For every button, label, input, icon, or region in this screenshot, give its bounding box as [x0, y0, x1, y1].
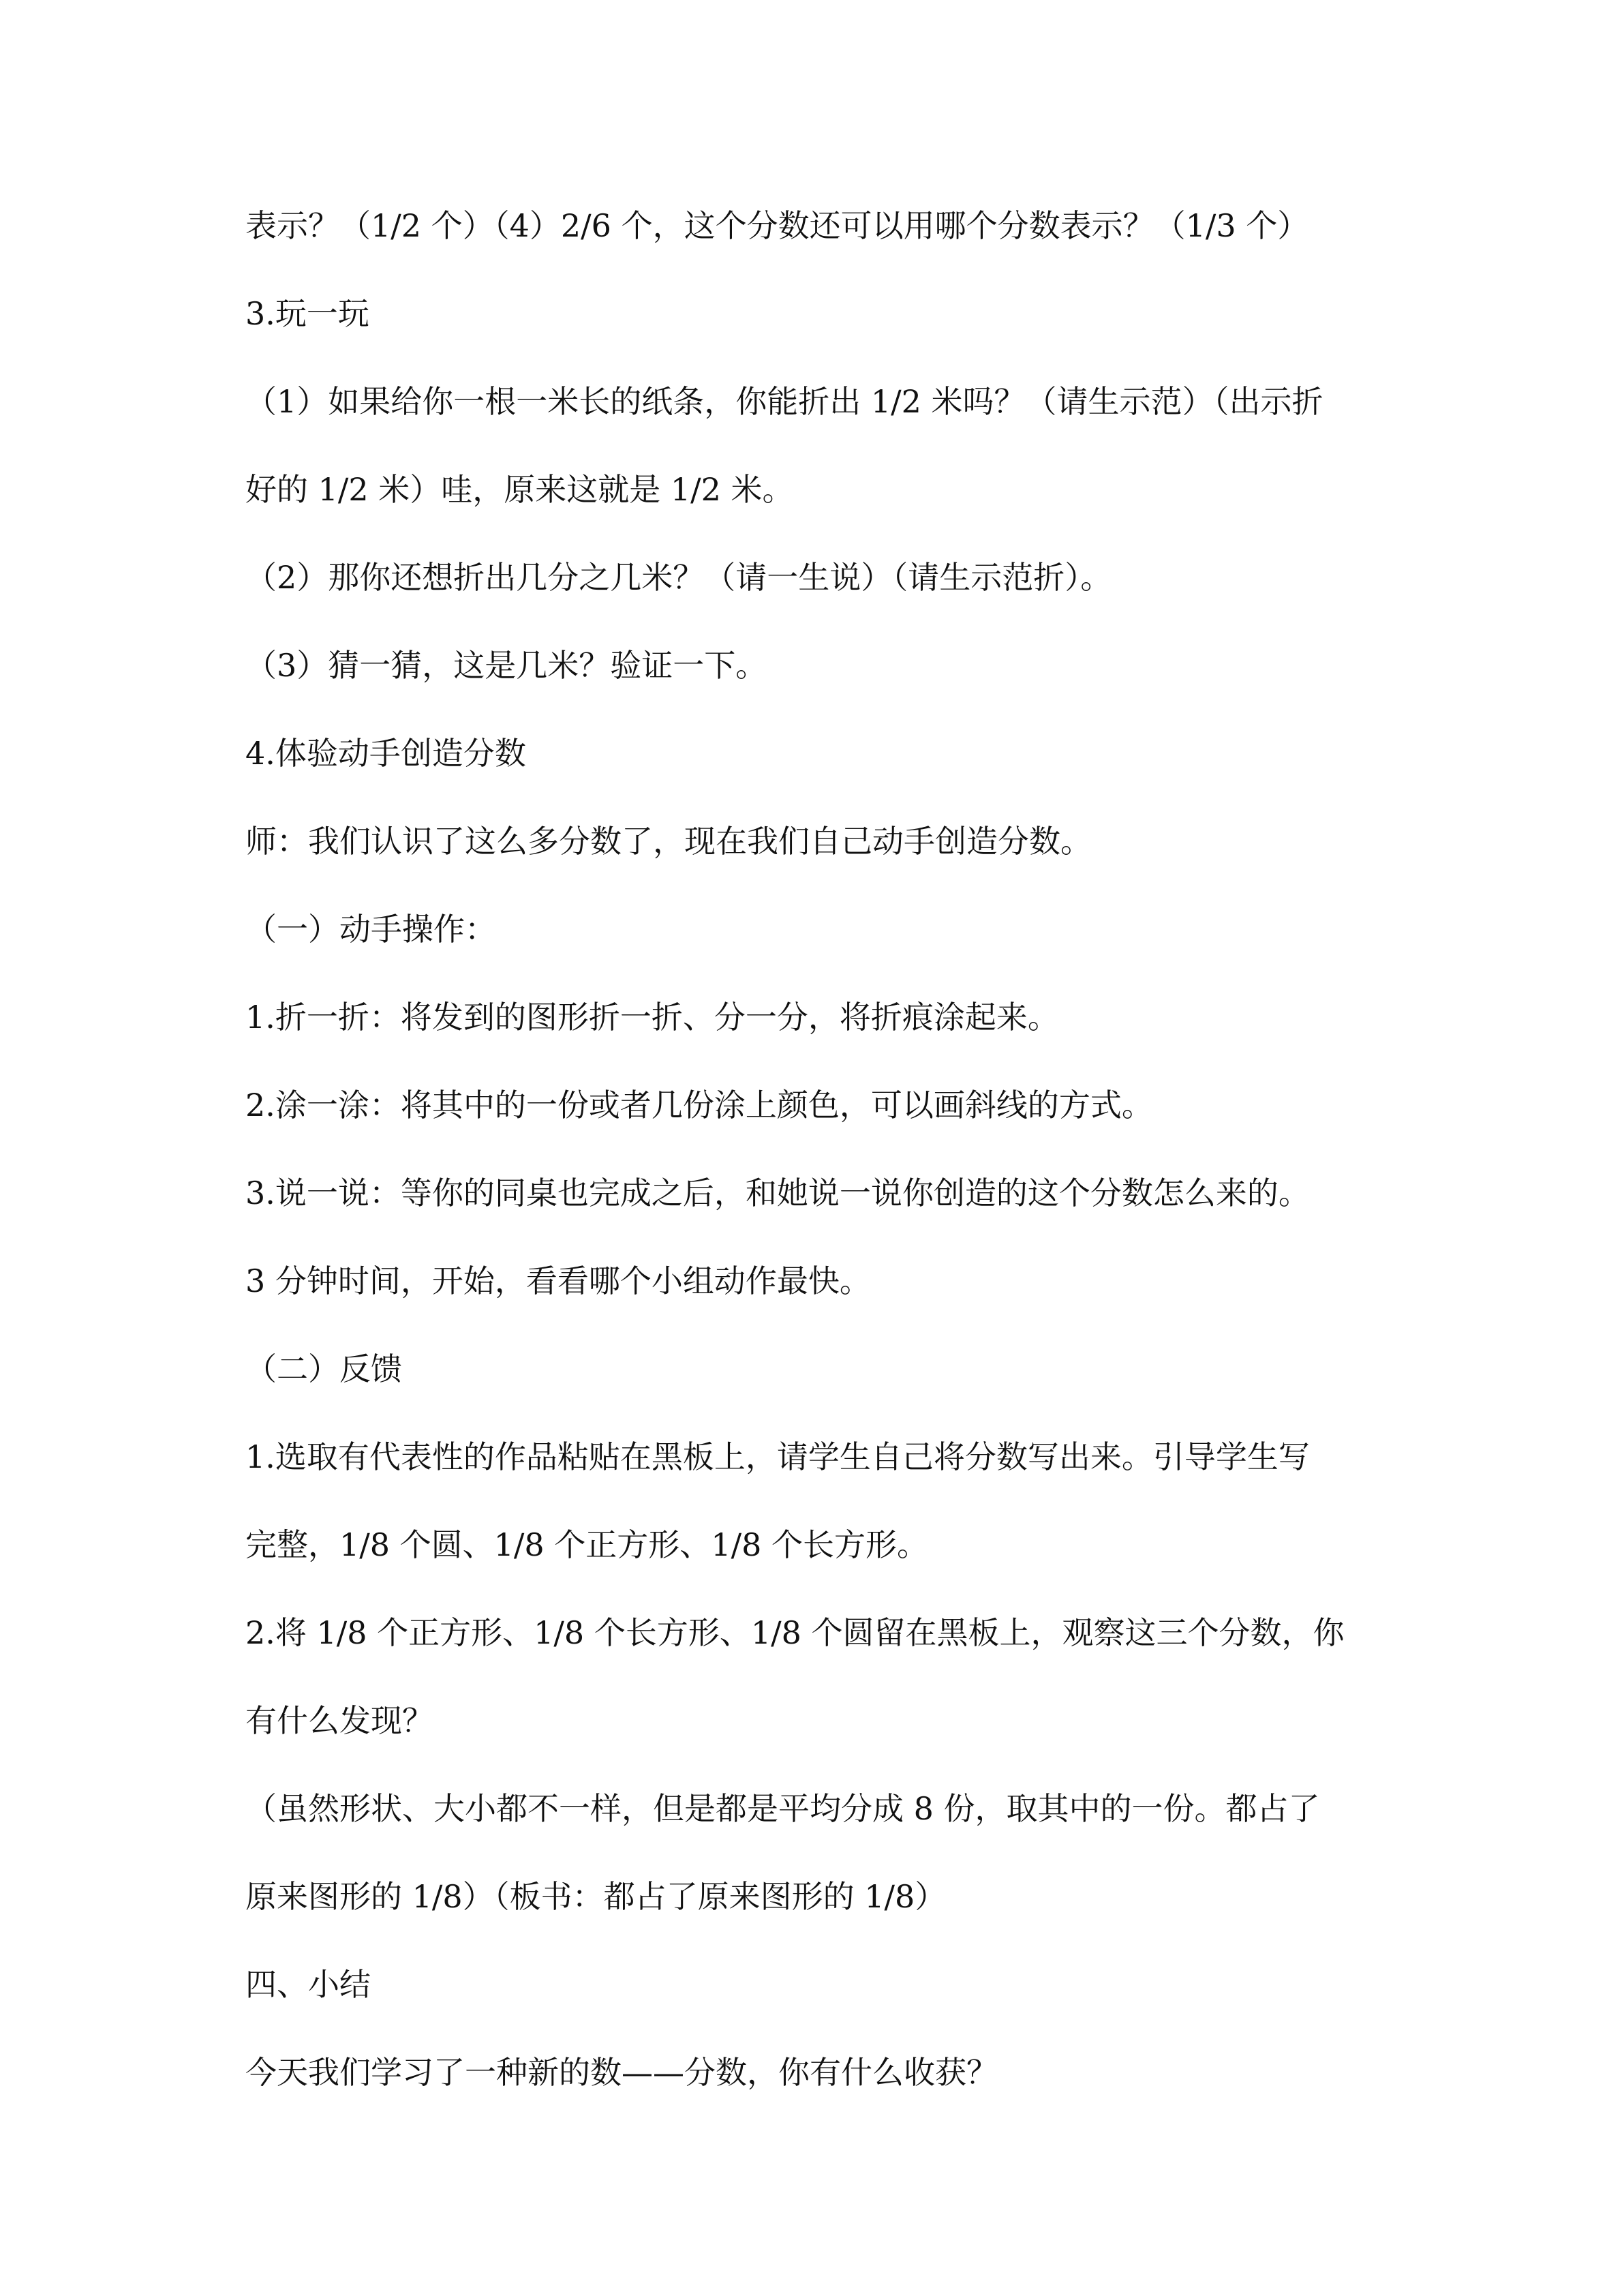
text-line: 原来图形的 1/8）（板书：都占了原来图形的 1/8）: [245, 1878, 947, 1915]
text-line: 好的 1/2 米）哇，原来这就是 1/2 米。: [245, 471, 794, 508]
text-line: 3 分钟时间，开始，看看哪个小组动作最快。: [245, 1263, 871, 1299]
document-body: [245, 207, 1390, 2145]
text-line: 3.说一说：等你的同桌也完成之后，和她说一说你创造的这个分数怎么来的。: [245, 1175, 1310, 1211]
subsection-heading: （一）动手操作：: [245, 911, 496, 948]
text-line: 今天我们学习了一种新的数——分数，你有什么收获？: [245, 2054, 998, 2091]
text-line: 2.将 1/8 个正方形、1/8 个长方形、1/8 个圆留在黑板上，观察这三个分数，你: [245, 1614, 1345, 1651]
text-line: 有什么发现？: [245, 1702, 433, 1739]
text-line: 完整，1/8 个圆、1/8 个正方形、1/8 个长方形。: [245, 1526, 928, 1563]
section-heading: 3.玩一玩: [245, 295, 369, 332]
subsection-heading: （二）反馈: [245, 1350, 402, 1387]
section-heading: 四、小结: [245, 1966, 371, 2003]
text-line: （1）如果给你一根一米长的纸条，你能折出 1/2 米吗？（请生示范）（出示折: [245, 383, 1323, 420]
text-line: 2.涂一涂：将其中的一份或者几份涂上颜色，可以画斜线的方式。: [245, 1087, 1153, 1123]
text-line: （2）那你还想折出几分之几米？（请一生说）（请生示范折）。: [245, 559, 1112, 596]
text-line: （虽然形状、大小都不一样，但是都是平均分成 8 份，取其中的一份。都占了: [245, 1790, 1320, 1827]
text-line: 1.折一折：将发到的图形折一折、分一分，将折痕涂起来。: [245, 999, 1059, 1036]
section-heading: 4.体验动手创造分数: [245, 735, 526, 772]
text-line: 师：我们认识了这么多分数了，现在我们自己动手创造分数。: [245, 823, 1092, 860]
text-line: 表示？（1/2 个）（4）2/6 个，这个分数还可以用哪个分数表示？（1/3 个）: [245, 207, 1309, 244]
text-line: 1.选取有代表性的作品粘贴在黑板上，请学生自己将分数写出来。引导学生写: [245, 1438, 1310, 1475]
text-line: （3）猜一猜，这是几米？验证一下。: [245, 647, 767, 684]
